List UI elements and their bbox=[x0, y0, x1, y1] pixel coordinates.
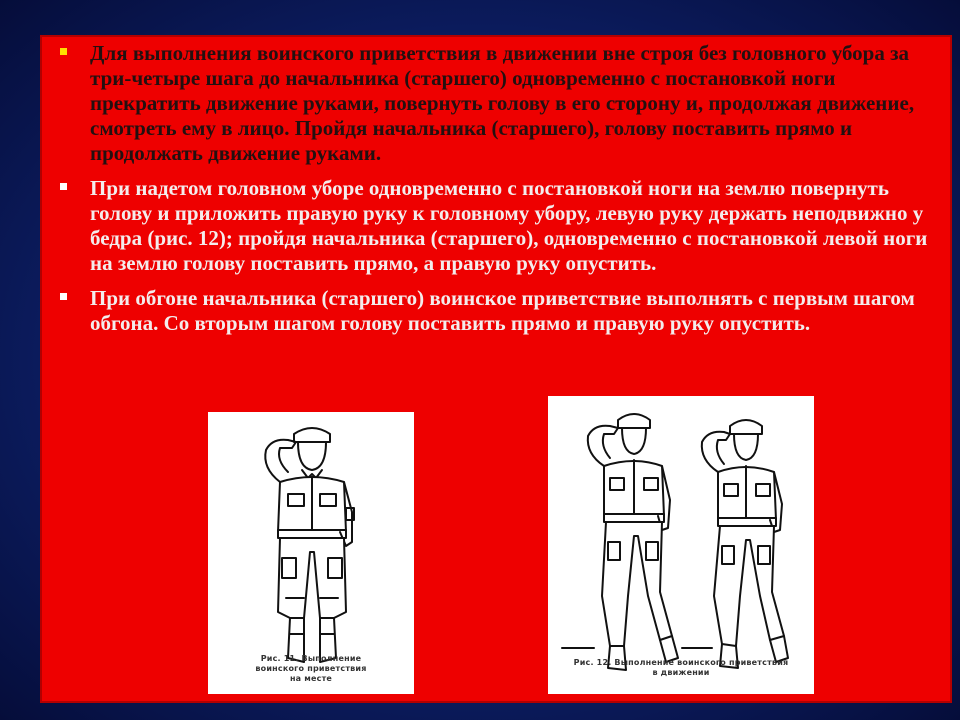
caption-line: Рис. 11. Выполнение bbox=[260, 654, 362, 663]
bullet-text: При надетом головном уборе одновременно с постановкой ноги на землю повернуть голову и приложить правую руку к головному убору, левую руку держать неподвижно у бедра (рис. 12); пройдя начальника (старшего), одновременно с постановкой левой ноги на землю голову поставить прямо, а правую руку опустить. bbox=[90, 176, 928, 275]
figure-caption bbox=[562, 658, 800, 678]
bullet-list bbox=[54, 41, 944, 346]
bullet-item-3 bbox=[54, 286, 944, 336]
bullet-square-icon bbox=[60, 183, 67, 190]
slide-content-panel bbox=[40, 35, 952, 703]
figure-salute-in-motion bbox=[548, 396, 814, 694]
caption-line: Рис. 12. Выполнение воинского приветствия bbox=[573, 658, 789, 667]
bullet-text: Для выполнения воинского приветствия в движении вне строя без головного убора за три-четыре шага до начальника (старшего) одновременно с постановкой ноги прекратить движение руками, повернуть голову в его сторону и, продолжая движение, смотреть ему в лицо. Пройдя начальника (старшего), голову поставить прямо и продолжать движение руками. bbox=[90, 41, 915, 165]
bullet-item-1 bbox=[54, 41, 944, 166]
soldier-saluting-illustration bbox=[208, 412, 414, 694]
bullet-square-icon bbox=[60, 293, 67, 300]
figure-salute-standing bbox=[208, 412, 414, 694]
bullet-square-icon bbox=[60, 48, 67, 55]
bullet-item-2 bbox=[54, 176, 944, 276]
caption-line: воинского приветствия bbox=[255, 664, 367, 673]
bullet-text: При обгоне начальника (старшего) воинское приветствие выполнять с первым шагом обгона. Со вторым шагом голову поставить прямо и правую руку опустить. bbox=[90, 286, 915, 335]
caption-line: на месте bbox=[289, 674, 333, 683]
figure-caption bbox=[236, 654, 386, 684]
soldiers-saluting-walking-illustration bbox=[548, 396, 814, 694]
caption-line: в движении bbox=[652, 668, 710, 677]
